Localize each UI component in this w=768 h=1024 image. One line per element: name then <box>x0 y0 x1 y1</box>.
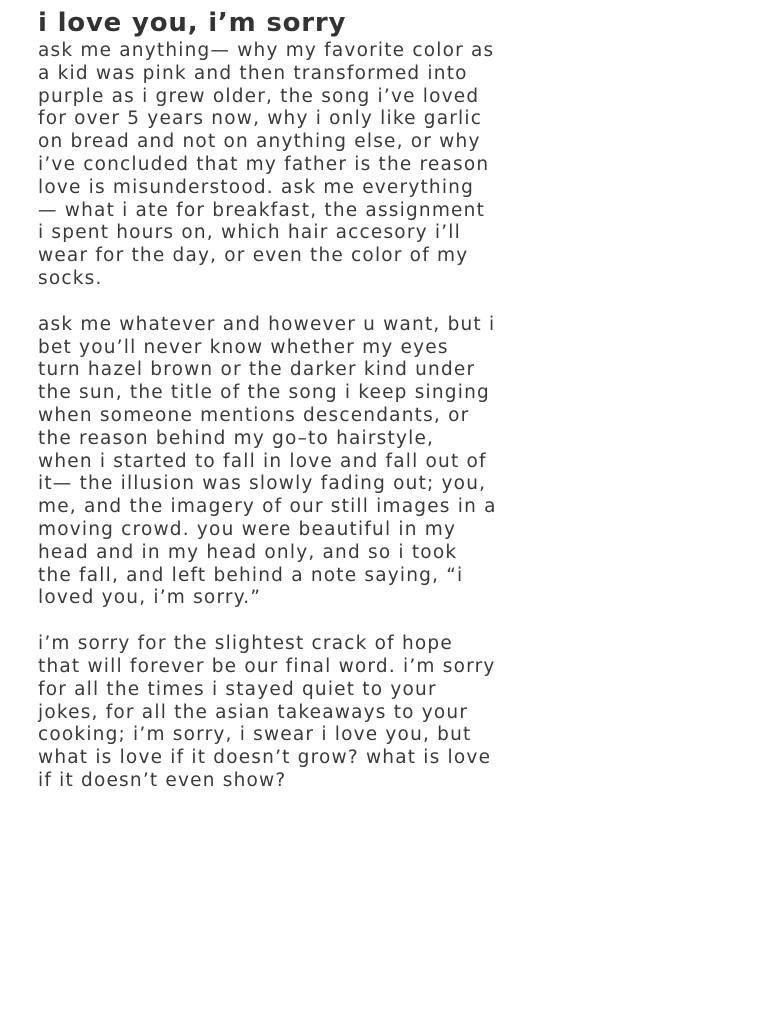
text-line: bet you’ll never know whether my eyes <box>38 336 449 358</box>
text-line: i’m sorry for the slightest crack of hope <box>38 633 453 655</box>
text-line: i spent hours on, which hair accesory i’ll <box>38 222 461 244</box>
text-line: the sun, the title of the song i keep singing <box>38 382 490 404</box>
text-line: for all the times i stayed quiet to your <box>38 678 437 700</box>
text-line: for over 5 years now, why i only like garlic <box>38 108 483 130</box>
text-line: cooking; i’m sorry, i swear i love you, but <box>38 724 472 746</box>
text-line: me, and the imagery of our still images in a <box>38 496 497 518</box>
text-line: socks. <box>38 267 103 289</box>
text-line: wear for the day, or even the color of my <box>38 245 469 267</box>
text-line: it— the illusion was slowly fading out; you, <box>38 473 487 495</box>
text-line: if it doesn’t even show? <box>38 769 287 791</box>
text-line: jokes, for all the asian takeaways to your <box>38 701 469 723</box>
text-line: loved you, i’m sorry.” <box>38 587 262 609</box>
text-line: moving crowd. you were beautiful in my <box>38 518 457 540</box>
page-title: i love you, i’m sorry <box>38 8 347 38</box>
document-body <box>38 6 738 816</box>
text-line: the reason behind my go–to hairstyle, <box>38 427 435 449</box>
text-line: a kid was pink and then transformed into <box>38 62 468 84</box>
text-line: purple as i grew older, the song i’ve loved <box>38 85 480 107</box>
text-line: that will forever be our final word. i’m sorry <box>38 655 496 677</box>
text-line: on bread and not on anything else, or why <box>38 131 481 153</box>
paragraph-3 <box>38 633 738 793</box>
text-line: when i started to fall in love and fall out of <box>38 450 487 472</box>
text-line: ask me whatever and however u want, but i <box>38 313 496 335</box>
text-line: when someone mentions descendants, or <box>38 404 470 426</box>
paragraph-1 <box>38 40 738 291</box>
text-line: i’ve concluded that my father is the reason <box>38 153 490 175</box>
text-line: the fall, and left behind a note saying, “i <box>38 564 464 586</box>
text-line: turn hazel brown or the darker kind under <box>38 359 476 381</box>
text-line: head and in my head only, and so i took <box>38 541 458 563</box>
text-line: ask me anything— why my favorite color as <box>38 40 495 61</box>
text-line: — what i ate for breakfast, the assignment <box>38 199 486 221</box>
text-line: what is love if it doesn’t grow? what is love <box>38 747 492 769</box>
text-line: love is misunderstood. ask me everything <box>38 176 475 198</box>
paragraph-2 <box>38 314 738 610</box>
